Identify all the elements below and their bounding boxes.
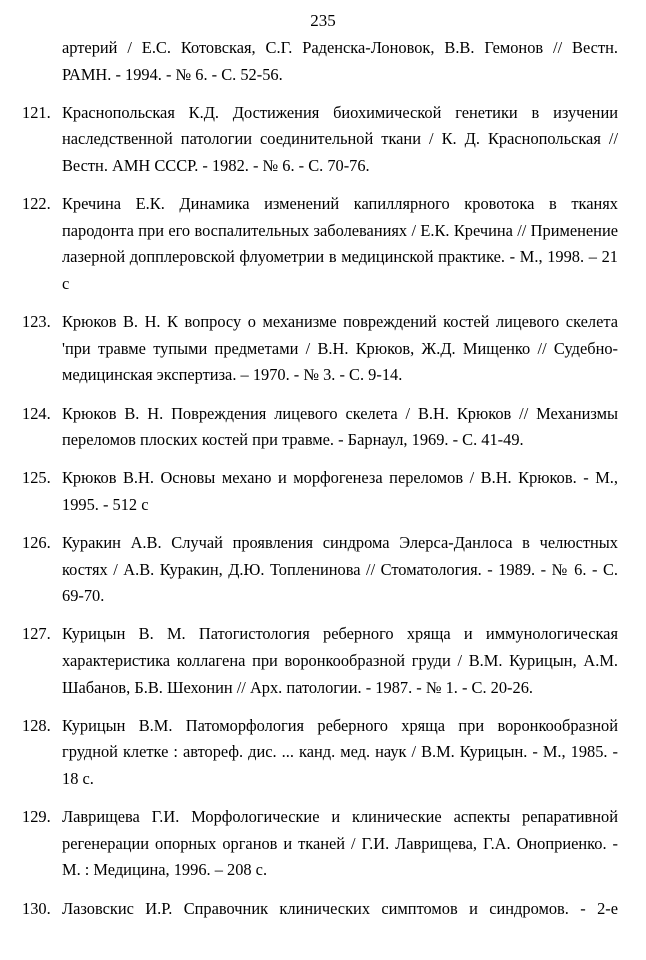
reference-item xyxy=(0,896,646,923)
reference-number: 122. xyxy=(22,194,51,214)
reference-number: 129. xyxy=(22,807,51,827)
reference-number: 130. xyxy=(22,898,51,918)
reference-number: 123. xyxy=(22,312,51,332)
reference-item xyxy=(0,100,646,180)
reference-item xyxy=(0,530,646,610)
reference-number: 125. xyxy=(22,468,51,488)
reference-continuation xyxy=(0,35,646,88)
reference-item xyxy=(0,309,646,389)
reference-item xyxy=(0,191,646,297)
reference-item xyxy=(0,621,646,701)
reference-text: Крюков В.Н. Основы механо и морфогенеза переломов / В.Н. Крюков. - М., 1995. - 512 с xyxy=(62,468,618,514)
page-number: 235 xyxy=(310,11,336,30)
reference-number: 126. xyxy=(22,533,51,553)
reference-number: 128. xyxy=(22,715,51,735)
reference-text: Крюков В. Н. Повреждения лицевого скелета / В.Н. Крюков // Механизмы переломов плоских костей при травме. - Барнаул, 1969. - С. 41-49. xyxy=(62,403,618,450)
reference-text: Курицын В.М. Патоморфология реберного хряща при воронкообразной грудной клетке : автореф. дис. ... канд. мед. наук / В.М. Курицын. - М., 1985. - 18 с. xyxy=(62,715,618,788)
reference-text: Куракин А.В. Случай проявления синдрома Элерса-Данлоса в челюстных костях / А.В. Куракин, Д.Ю. Топленинова // Стоматология. - 1989. - № 6. - С. 69-70. xyxy=(62,533,618,606)
reference-item xyxy=(0,465,646,518)
reference-text: Крюков В. Н. К вопросу о механизме повреждений костей лицевого скелета 'при травме тупыми предметами / В.Н. Крюков, Ж.Д. Мищенко // Судебно-медицинская экспертиза. – 1970. - № 3. - С. 9-14. xyxy=(62,312,618,385)
reference-text: Кречина Е.К. Динамика изменений капиллярного кровотока в тканях пародонта при его воспалительных заболеваниях / Е.К. Кречина // Применение лазерной допплеровской флуометрии в медицинской практике. - М., 1998. – 21 с xyxy=(62,194,618,293)
reference-text: Краснопольская К.Д. Достижения биохимической генетики в изучении наследственной патологии соединительной ткани / К. Д. Краснопольская // Вестн. АМН СССР. - 1982. - № 6. - С. 70-76. xyxy=(62,102,618,175)
reference-text: артерий / Е.С. Котовская, С.Г. Раденска-Лоновок, В.В. Гемонов // Вестн. РАМН. - 1994. - № 6. - С. 52-56. xyxy=(62,38,618,84)
reference-number: 124. xyxy=(22,403,51,423)
reference-item xyxy=(0,713,646,793)
reference-text: Лаврищева Г.И. Морфологические и клинические аспекты репаративной регенерации опорных органов и тканей / Г.И. Лаврищева, Г.А. Оноприенко. - М. : Медицина, 1996. – 208 с. xyxy=(62,807,618,880)
reference-item xyxy=(0,401,646,454)
reference-text: Лазовскис И.Р. Справочник клинических симптомов и синдромов. - 2-е xyxy=(62,898,618,918)
reference-number: 127. xyxy=(22,624,51,644)
reference-list xyxy=(0,35,646,934)
reference-text: Курицын В. М. Патогистология реберного хряща и иммунологическая характеристика коллагена при воронкообразной груди / В.М. Курицын, А.М. Шабанов, Б.В. Шехонин // Арх. патологии. - 1987. - № 1. - С. 20-26. xyxy=(62,624,618,697)
reference-number: 121. xyxy=(22,102,51,122)
reference-item xyxy=(0,804,646,884)
